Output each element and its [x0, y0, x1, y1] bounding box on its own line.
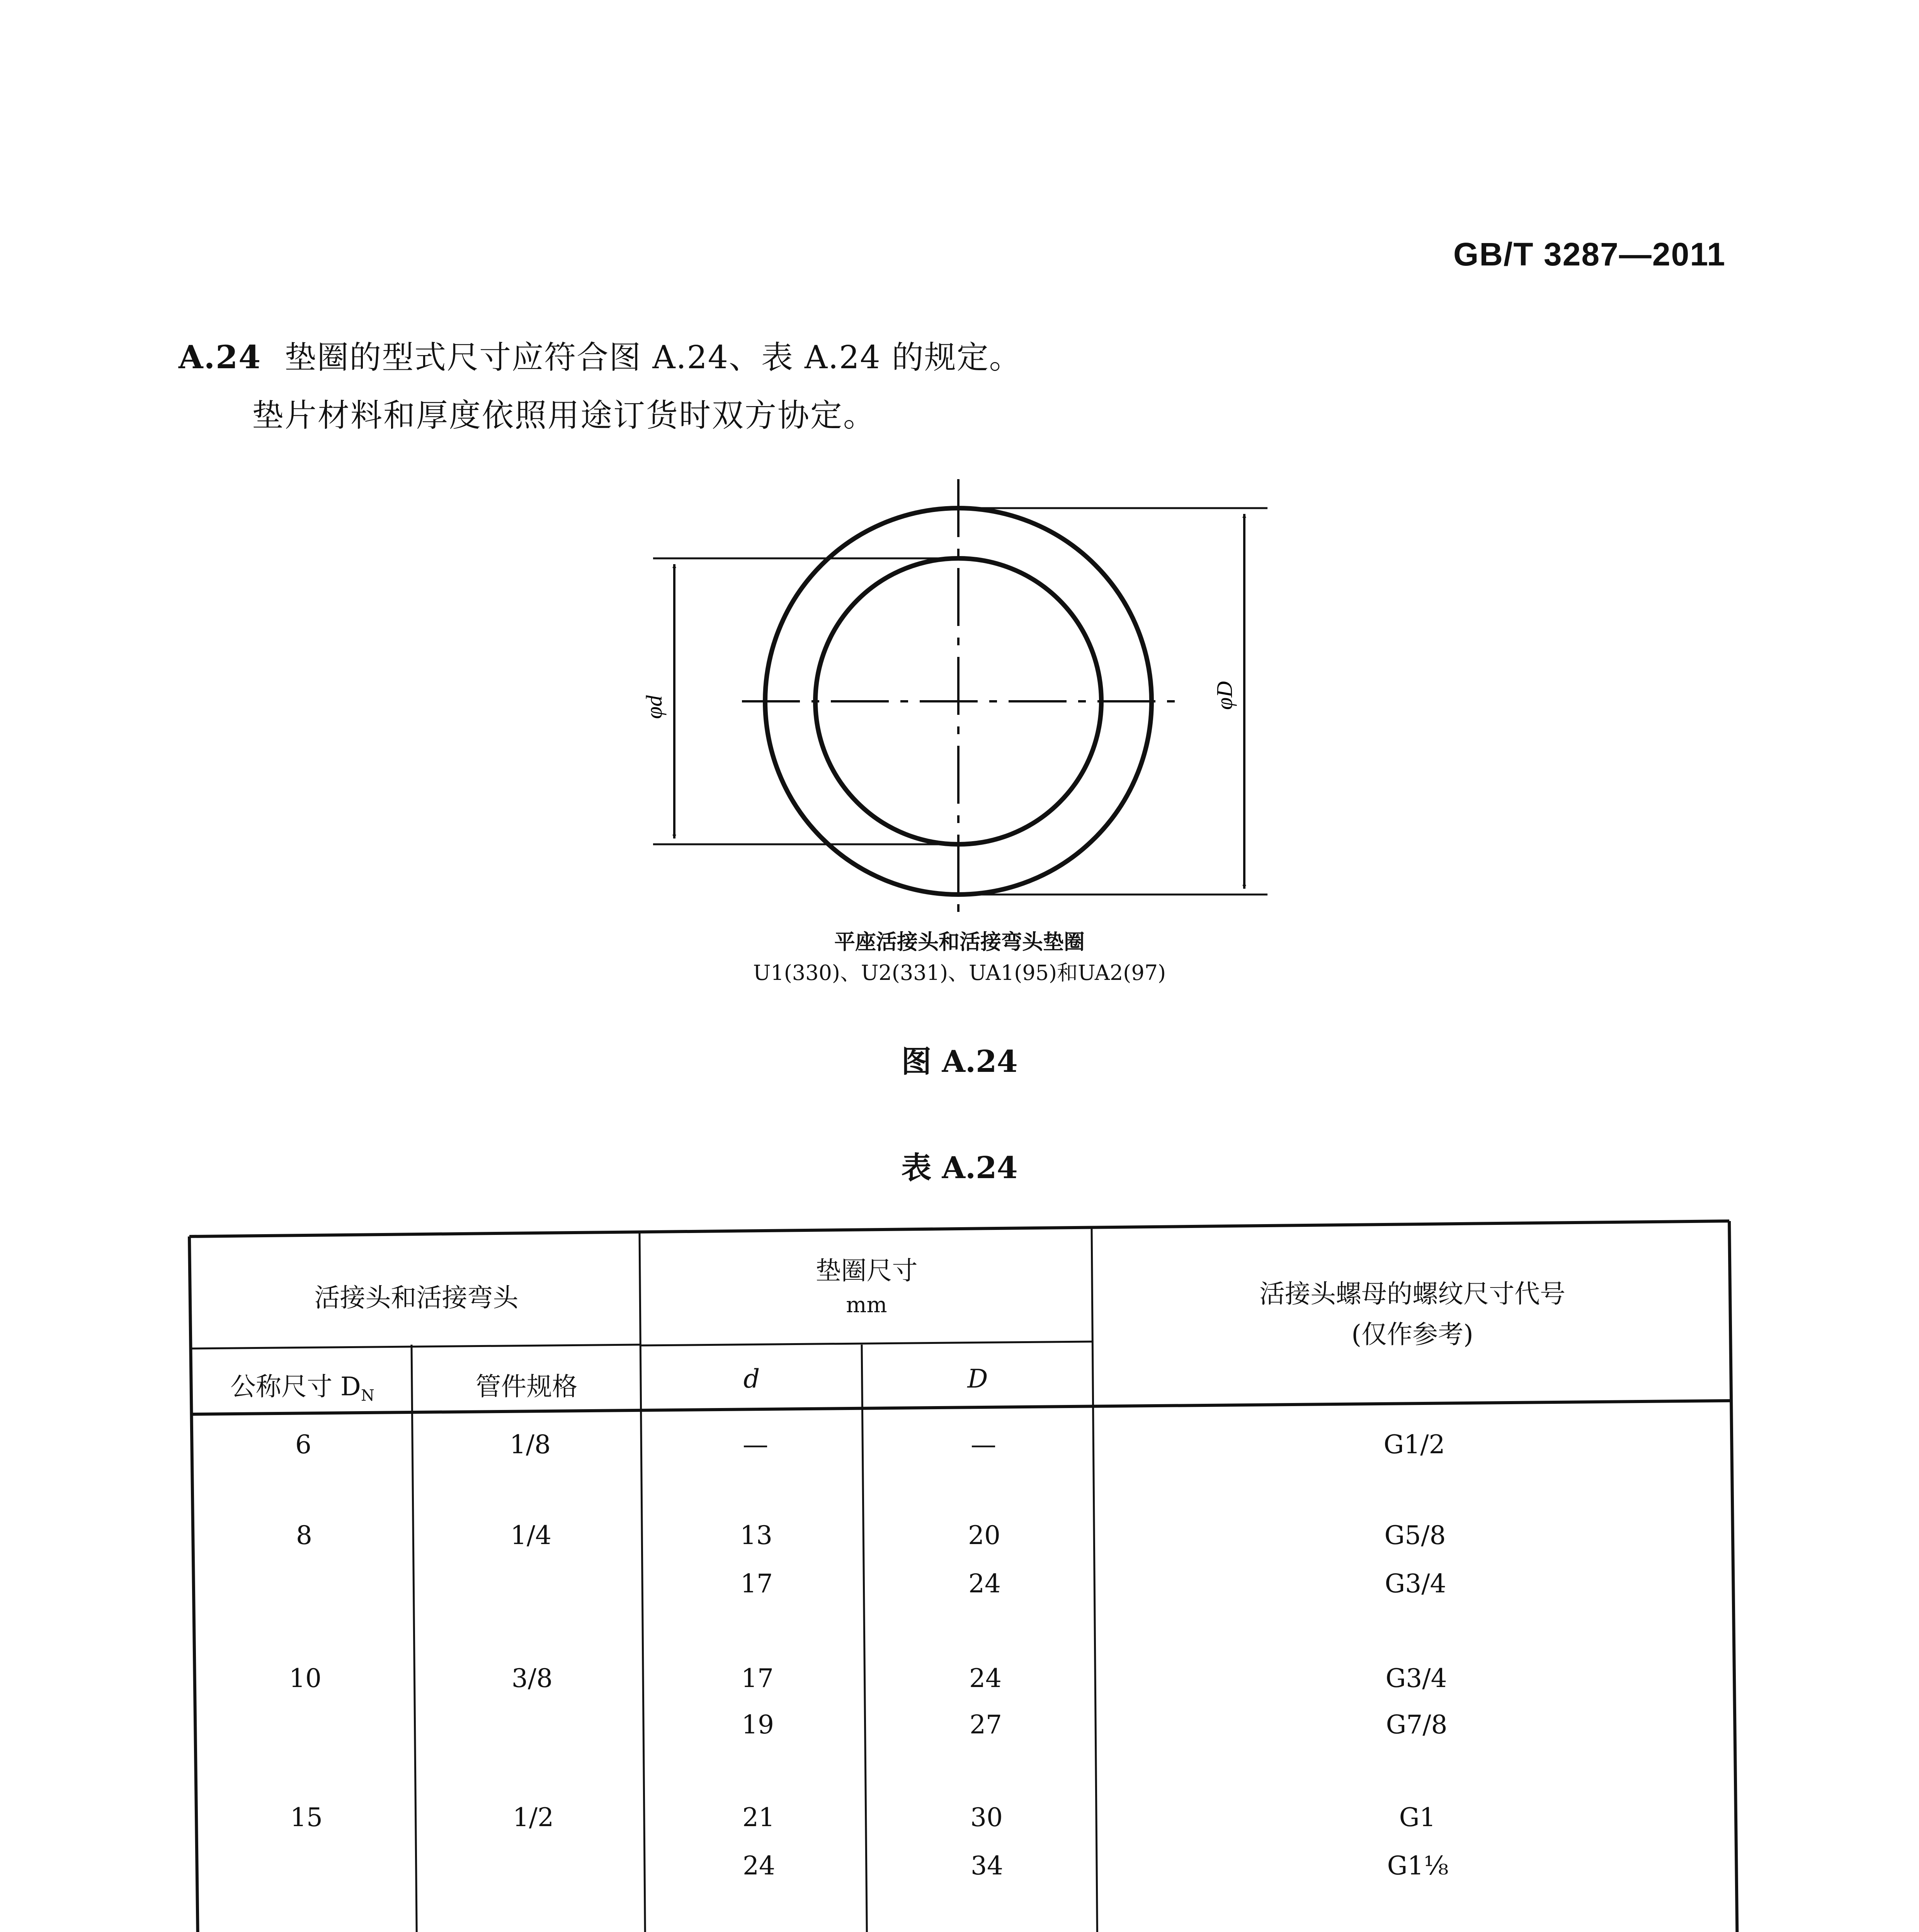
cell-d: 19: [742, 1710, 774, 1740]
cell-D: 20: [968, 1520, 1000, 1550]
header-nominal-size-sub: N: [361, 1387, 374, 1405]
cell-D: 30: [970, 1803, 1003, 1832]
header-nominal-size: [193, 1366, 412, 1405]
table-row: [0, 1803, 1919, 1837]
cell-thread: G1⅛: [1387, 1851, 1449, 1881]
cell-thread: G7/8: [1386, 1710, 1448, 1740]
header-d: d: [743, 1364, 760, 1394]
cell-thread: G5/8: [1384, 1520, 1446, 1550]
clause-number: A.24: [179, 339, 262, 376]
header-nominal-size-text: 公称尺寸 D: [230, 1372, 361, 1401]
cell-d: 21: [742, 1803, 775, 1832]
cell-D: 27: [970, 1710, 1002, 1740]
standard-number: GB/T 3287—2011: [1453, 236, 1726, 272]
figure-caption-title: 平座活接头和活接弯头垫圈: [834, 929, 1085, 954]
clause-text: 垫圈的型式尺寸应符合图 A.24、表 A.24 的规定。: [284, 339, 1022, 376]
cell-d: 17: [741, 1663, 774, 1693]
cell-dn: 10: [289, 1663, 322, 1693]
cell-dn: 8: [296, 1520, 312, 1550]
cell-d: 17: [740, 1569, 773, 1599]
header-union-fittings: 活接头和活接弯头: [314, 1283, 519, 1313]
cell-dn: 6: [295, 1430, 311, 1459]
header-gasket-unit: mm: [846, 1293, 887, 1318]
cell-d: 24: [743, 1851, 775, 1881]
table-row: [0, 1851, 1919, 1886]
figure-caption-codes: U1(330)、U2(331)、UA1(95)和UA2(97): [753, 961, 1166, 985]
d-dimension-label: φd: [641, 695, 667, 719]
table-row: [0, 1663, 1919, 1698]
header-gasket-size: 垫圈尺寸: [815, 1256, 918, 1286]
cell-d: 13: [740, 1520, 772, 1550]
cell-D: 34: [971, 1851, 1003, 1881]
header-pipe-spec: 管件规格: [475, 1372, 578, 1401]
header-D: D: [967, 1364, 988, 1394]
figure-title: 图 A.24: [901, 1044, 1018, 1079]
cell-spec: 1/2: [512, 1803, 554, 1832]
cell-spec: 3/8: [511, 1663, 553, 1693]
table-row: [0, 1430, 1919, 1464]
cell-dn: 15: [290, 1803, 323, 1832]
clause-note: 垫片材料和厚度依照用途订货时双方协定。: [252, 397, 876, 434]
cell-thread: G1: [1399, 1803, 1436, 1832]
cell-thread: G3/4: [1385, 1663, 1447, 1693]
cell-d: —: [743, 1430, 768, 1459]
cell-D: 24: [969, 1663, 1002, 1693]
cell-thread: G1/2: [1383, 1430, 1445, 1459]
cell-D: —: [971, 1430, 996, 1459]
header-nut-thread: 活接头螺母的螺纹尺寸代号: [1259, 1279, 1565, 1309]
cell-thread: G3/4: [1385, 1569, 1446, 1599]
header-reference-only: (仅作参考): [1351, 1320, 1473, 1349]
table-row: [0, 1569, 1919, 1604]
D-dimension-label: φD: [1212, 681, 1237, 710]
cell-D: 24: [968, 1569, 1001, 1599]
table-row: [0, 1710, 1919, 1745]
table-title: 表 A.24: [901, 1150, 1018, 1185]
cell-spec: 1/8: [509, 1430, 551, 1459]
cell-spec: 1/4: [510, 1520, 552, 1550]
table-row: [0, 1520, 1919, 1555]
